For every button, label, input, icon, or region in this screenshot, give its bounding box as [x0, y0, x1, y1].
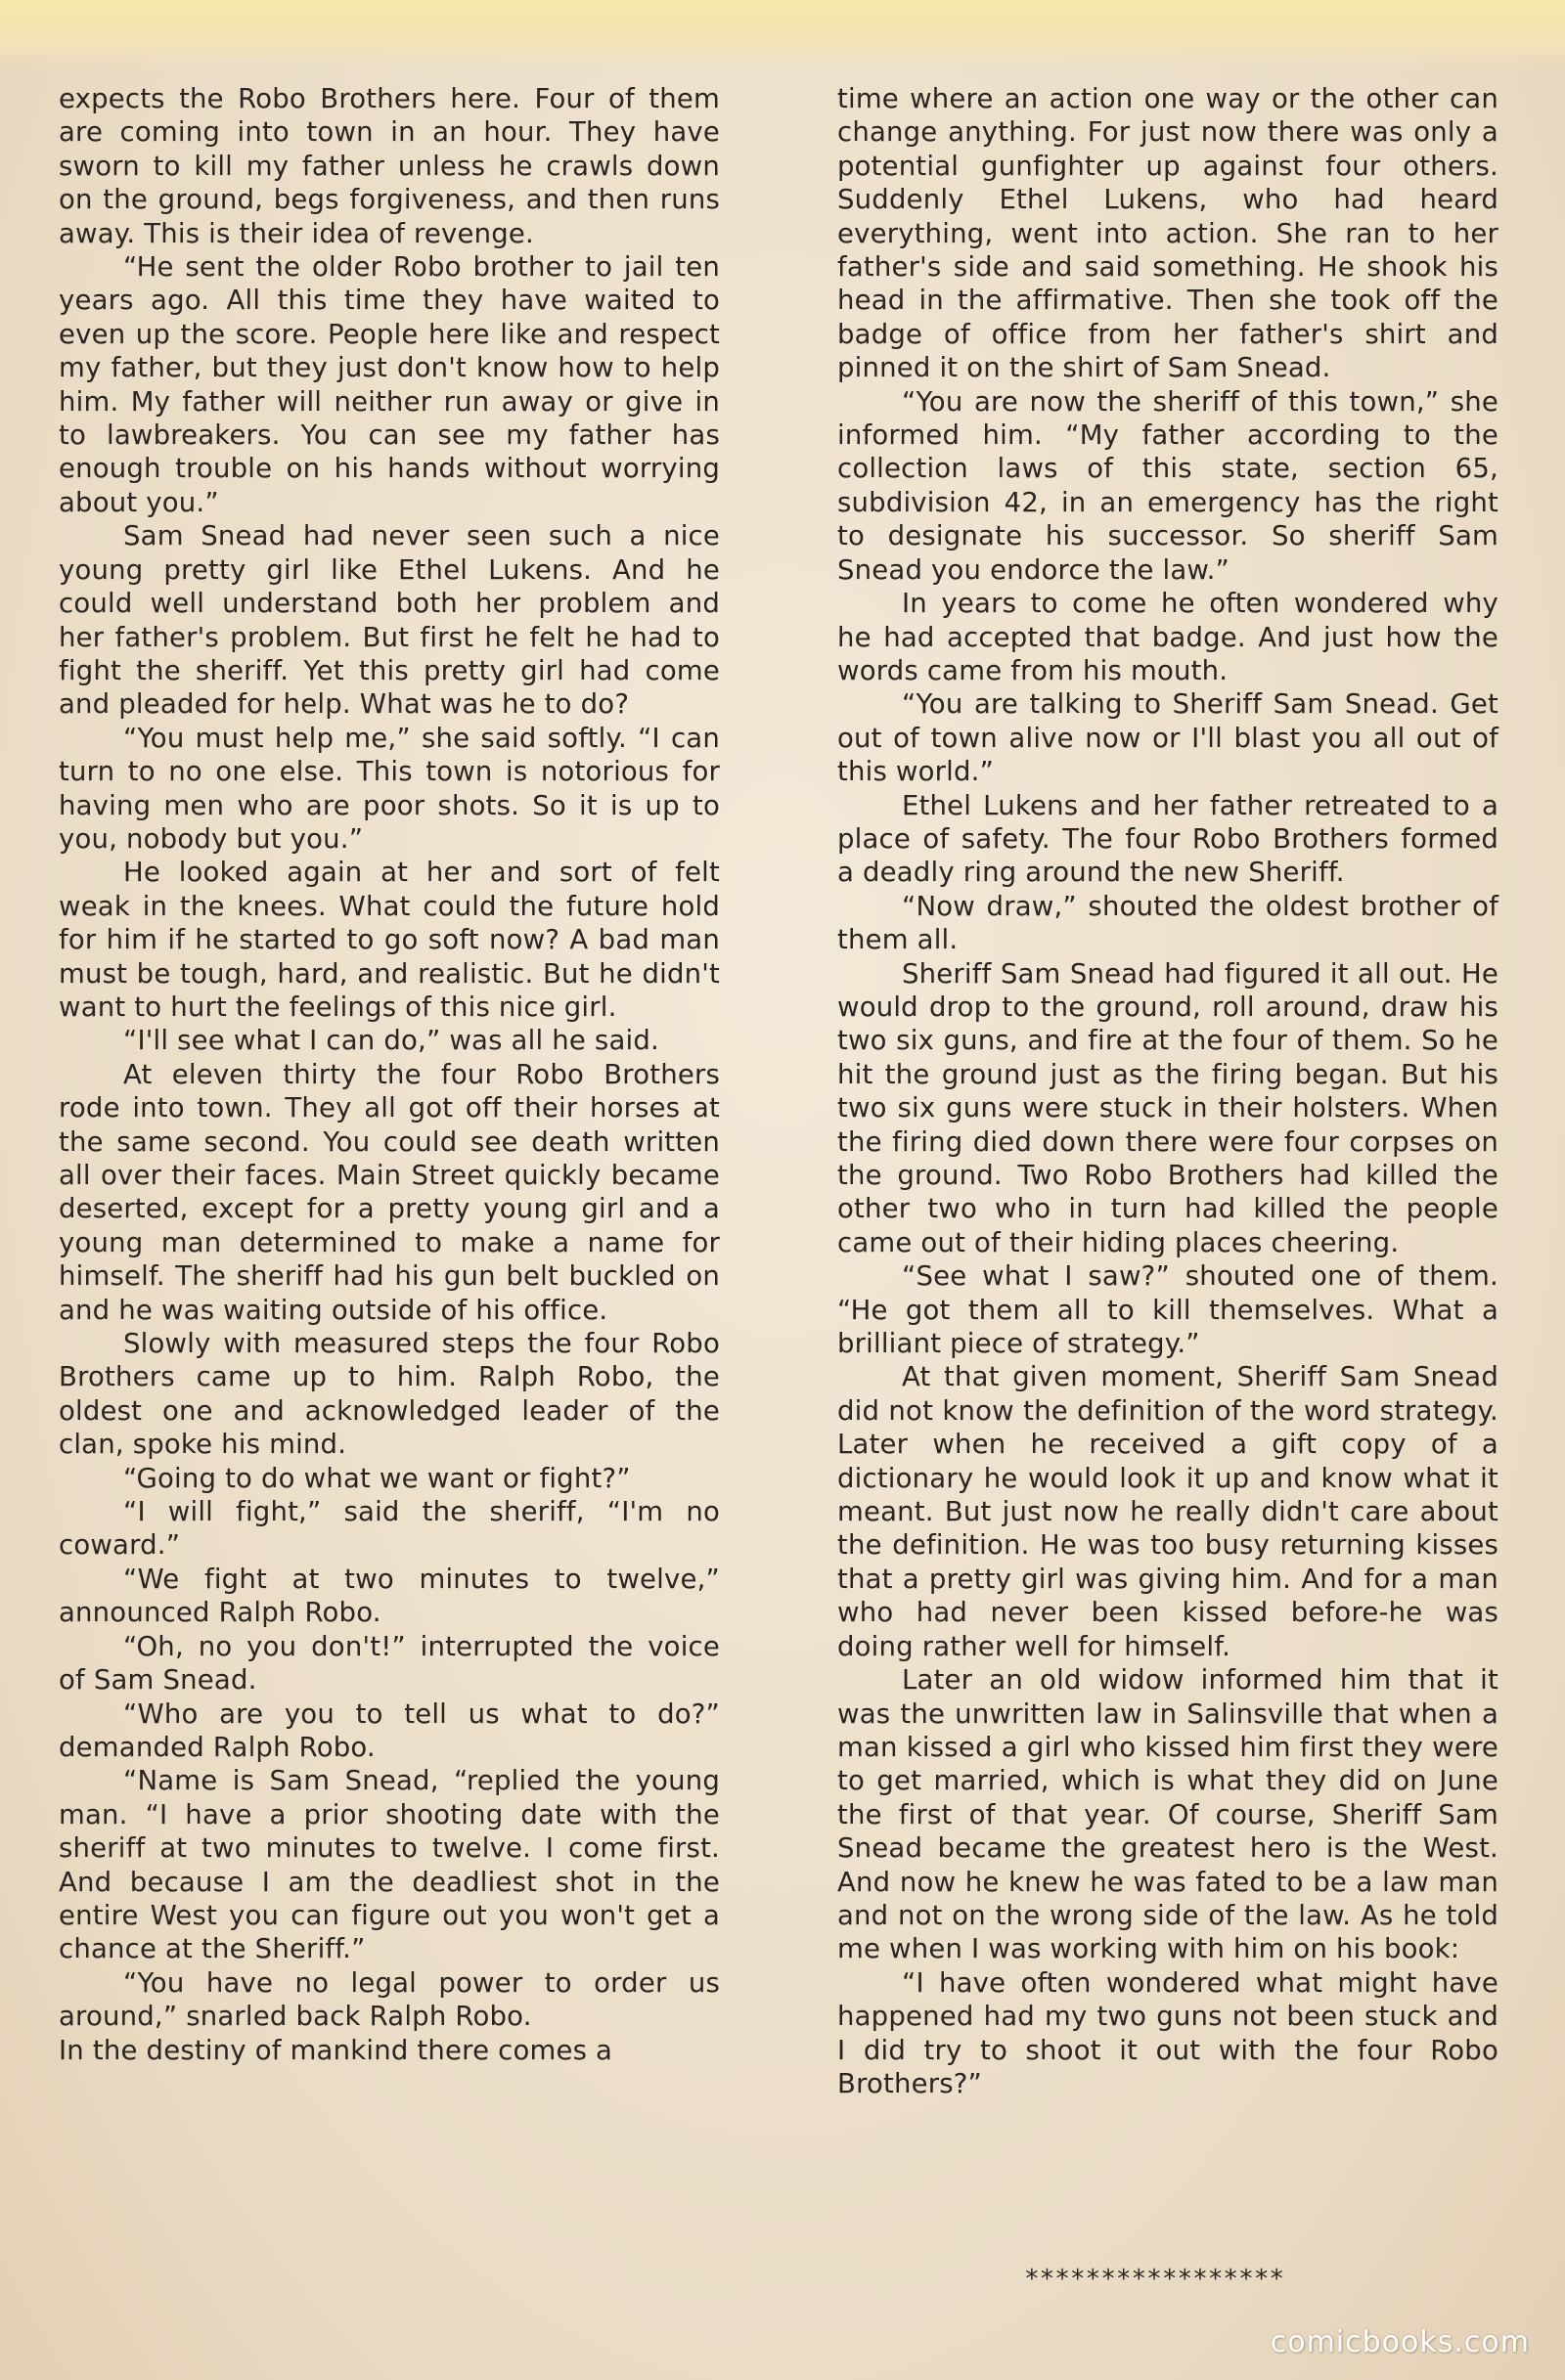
paragraph: “Going to do what we want or fight?” [123, 1462, 631, 1494]
paragraph: “Oh, no you don't!” interrupted the voice of Sam Snead. [59, 1630, 720, 1697]
paragraph: Later an old widow informed him that it was the unwritten law in Salinsville that when a man kissed a girl who kissed him first they were to get married, which is what they did on June the first of that year. Of course, Sheriff Sam Snead became the greatest hero is the West. And now he knew he was fated to be a law man and not on the wrong side of the law. As he told me when I was working with him on his book: [837, 1664, 1498, 1965]
top-color-band [0, 0, 1565, 68]
paragraph: At eleven thirty the four Robo Brothers rode into town. They all got off their horses at the same second. You could see death written all over their faces. Main Street quickly became deserted, except for a pretty young girl and a young man determined to make a name for himself. The sheriff had his gun belt buckled on and he was waiting outside of his office. [59, 1058, 720, 1326]
paragraph: In the destiny of mankind there comes a [59, 2034, 613, 2066]
paragraph: “He sent the older Robo brother to jail ten years ago. All this time they have waited to even up the score. People here like and respect my father, but they just don't know how to help him. My father will neither run away or give in to lawbreakers. You can see my father has enough trouble on his hands without worrying about you.” [59, 251, 720, 518]
paragraph: “You are talking to Sheriff Sam Snead. Get out of town alive now or I'll blast you all out of this world.” [837, 688, 1498, 788]
right-text-column [837, 82, 1498, 2100]
paragraph: “See what I saw?” shouted one of them. “He got them all to kill themselves. What a brilliant piece of strategy.” [837, 1260, 1498, 1360]
paragraph: time where an action one way or the other can change anything. For just now there was only a potential gunfighter up against four others. Suddenly Ethel Lukens, who had heard everything, went into action. She ran to her father's side and said something. He shook his head in the affirmative. Then she took off the badge of office from her father's shirt and pinned it on the shirt of Sam Snead. [837, 83, 1498, 384]
paragraph: At that given moment, Sheriff Sam Snead did not know the definition of the word strategy. Later when he received a gift copy of a dictionary he would look it up and know what it meant. But just now he really didn't care about the definition. He was too busy returning kisses that a pretty girl was giving him. And for a man who had never been kissed before-he was doing rather well for himself. [837, 1361, 1498, 1662]
paragraph: “You are now the sheriff of this town,” she informed him. “My father according to the collection laws of this state, section 65, subdivision 42, in an emergency has the right to designate his successor. So sheriff Sam Snead you endorce the law.” [837, 385, 1498, 586]
section-divider: ***************** [1023, 2265, 1285, 2294]
paragraph: “You have no legal power to order us around,” snarled back Ralph Robo. [59, 1966, 720, 2033]
left-text-column [59, 82, 720, 2067]
site-watermark: comicbooks.com [1270, 2325, 1530, 2359]
paragraph: “I will fight,” said the sheriff, “I'm no coward.” [59, 1496, 720, 1562]
paragraph: “You must help me,” she said softly. “I can turn to no one else. This town is notorious for having men who are poor shots. So it is up to you, nobody but you.” [59, 722, 720, 855]
paragraph: “I have often wondered what might have happened had my two guns not been stuck and I did try to shoot it out with the four Robo Brothers?” [837, 1966, 1498, 2099]
paragraph: Sheriff Sam Snead had figured it all out. He would drop to the ground, roll around, draw his two six guns, and fire at the four of them. So he hit the ground just as the firing began. But his two six guns were stuck in their holsters. When the firing died down there were four corpses on the ground. Two Robo Brothers had killed the other two who in turn had killed the people came out of their hiding places cheering. [837, 957, 1498, 1258]
paragraph: “Now draw,” shouted the oldest brother of them all. [837, 890, 1498, 956]
paragraph: “I'll see what I can do,” was all he said. [123, 1025, 659, 1057]
paragraph: Slowly with measured steps the four Robo Brothers came up to him. Ralph Robo, the oldest one and acknowledged leader of the clan, spoke his mind. [59, 1328, 720, 1461]
paragraph: He looked again at her and sort of felt weak in the knees. What could the future hold for him if he started to go soft now? A bad man must be tough, hard, and realistic. But he didn't want to hurt the feelings of this nice girl. [59, 857, 720, 1023]
paragraph: expects the Robo Brothers here. Four of them are coming into town in an hour. They have sworn to kill my father unless he crawls down on the ground, begs forgiveness, and then runs away. This is their idea of revenge. [59, 83, 720, 249]
paragraph: “Who are you to tell us what to do?” demanded Ralph Robo. [59, 1697, 720, 1763]
paragraph: In years to come he often wondered why he had accepted that badge. And just how the words came from his mouth. [837, 588, 1498, 686]
paragraph: Sam Snead had never seen such a nice young pretty girl like Ethel Lukens. And he could well understand both her problem and her father's problem. But first he felt he had to fight the sheriff. Yet this pretty girl had come and pleaded for help. What was he to do? [59, 520, 720, 721]
paragraph: “Name is Sam Snead, “replied the young man. “I have a prior shooting date with the sheriff at two minutes to twelve. I come first. And because I am the deadliest shot in the entire West you can figure out you won't get a chance at the Sheriff.” [59, 1765, 720, 1965]
paragraph: “We fight at two minutes to twelve,” announced Ralph Robo. [59, 1563, 720, 1629]
paragraph: Ethel Lukens and her father retreated to a place of safety. The four Robo Brothers formed a deadly ring around the new Sheriff. [837, 789, 1498, 889]
